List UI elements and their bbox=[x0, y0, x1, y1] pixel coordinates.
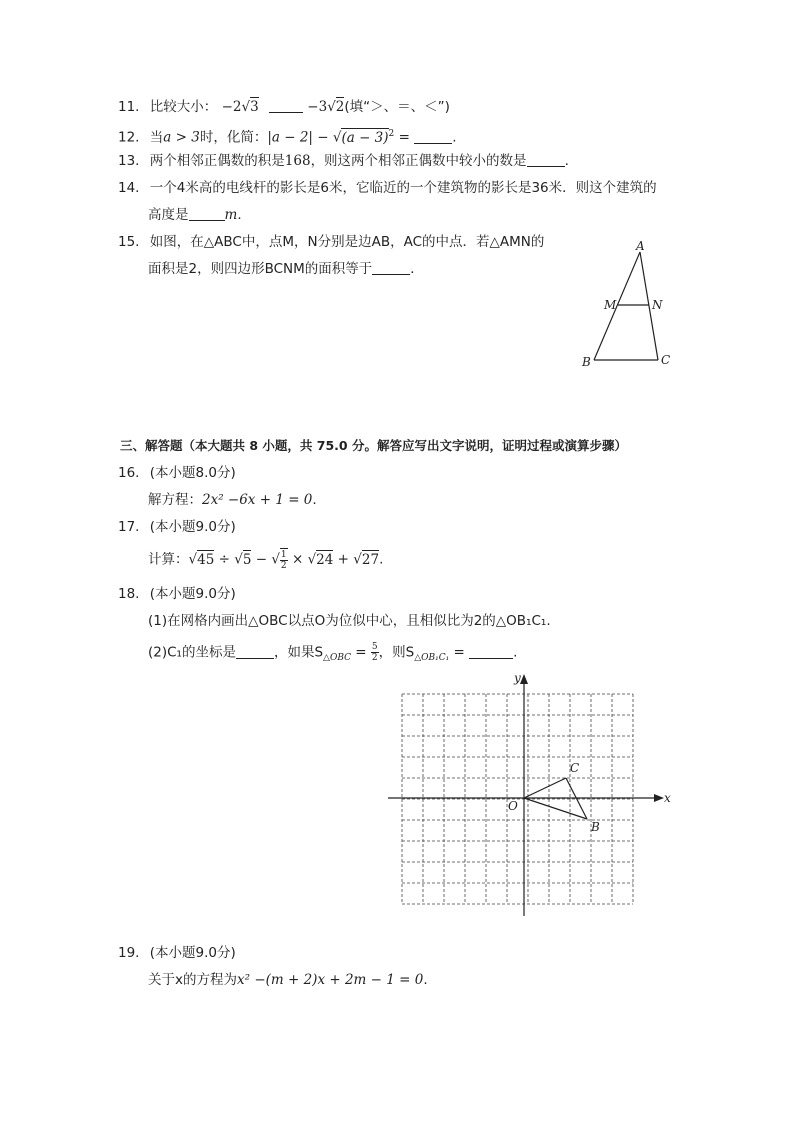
q12-end: . bbox=[452, 129, 457, 146]
q17-score: (本小题9.0分) bbox=[149, 519, 236, 535]
label-m: M bbox=[604, 298, 617, 312]
q18-sub1: △OBC bbox=[323, 653, 352, 664]
q18-part1: (1)在网格内画出△OBC以点O为位似中心，且相似比为2的△OB₁C₁. bbox=[148, 613, 551, 629]
q11: 11. 比较大小： −2√3 −3√2(填“＞、＝、＜”) bbox=[118, 99, 450, 115]
label-c: C bbox=[661, 353, 671, 367]
q15-blank bbox=[372, 260, 410, 275]
q15-end: ． bbox=[410, 261, 424, 277]
q16-number: 16. bbox=[118, 465, 140, 481]
q15-number: 15. bbox=[118, 234, 140, 250]
q15-triangle-figure bbox=[572, 238, 682, 373]
q11-lhs-coef: −2 bbox=[221, 99, 242, 115]
q13-end: . bbox=[564, 153, 569, 169]
q19-pre: 关于x的方程为 bbox=[148, 972, 237, 988]
q13-text1: 两个相邻正偶数的积是 bbox=[149, 153, 285, 169]
q19-score: (本小题9.0分) bbox=[149, 945, 236, 961]
x-axis-arrow-icon bbox=[654, 794, 664, 802]
q11-label: 比较大小： bbox=[149, 99, 218, 115]
q14-text2: 高度是 bbox=[148, 207, 189, 223]
label-b: B bbox=[582, 355, 591, 369]
q19-end: . bbox=[423, 972, 428, 988]
q17-pre: 计算： bbox=[148, 551, 189, 568]
q14-number: 14. bbox=[118, 180, 140, 196]
label-x: x bbox=[664, 791, 671, 805]
q19-header bbox=[118, 943, 236, 963]
q18-eq1: = bbox=[351, 644, 371, 661]
q16-body bbox=[148, 490, 317, 510]
q18-blank2 bbox=[469, 644, 513, 659]
q19-body bbox=[148, 970, 428, 990]
q18-part2 bbox=[148, 642, 517, 668]
q12-number: 12. bbox=[118, 129, 140, 146]
q17-fraction bbox=[280, 548, 288, 571]
y-axis-arrow-icon bbox=[520, 674, 528, 684]
q18-frac-den: 2 bbox=[371, 653, 378, 663]
q18-header bbox=[118, 584, 236, 604]
q18-sub2: △OB₁C₁ bbox=[414, 653, 450, 664]
q14-line1 bbox=[118, 178, 657, 198]
q11-tail: (填“＞、＝、＜”) bbox=[344, 99, 450, 115]
q18-fraction bbox=[371, 642, 379, 663]
q18-number: 18. bbox=[118, 586, 140, 602]
q14-blank bbox=[189, 206, 225, 221]
q11-number: 11. bbox=[118, 99, 140, 115]
label-n: N bbox=[652, 298, 663, 312]
q19-expr: x² −(m + 2)x + 2m − 1 = 0 bbox=[237, 972, 424, 988]
q14-line2 bbox=[148, 205, 242, 225]
q15-text2: 面积是2，则四边形BCNM的面积等于 bbox=[148, 261, 373, 277]
q18-grid-figure bbox=[384, 670, 674, 920]
q16-expr: 2x² −6x + 1 = 0 bbox=[202, 492, 313, 508]
q17-header bbox=[118, 517, 236, 537]
q12-eq: = bbox=[394, 129, 415, 146]
q18-score: (本小题9.0分) bbox=[149, 586, 236, 602]
q17-end: . bbox=[379, 551, 384, 568]
q19-number: 19. bbox=[118, 945, 140, 961]
q18-frac-num: 5 bbox=[371, 642, 378, 652]
q11-blank bbox=[269, 98, 303, 113]
q13-number: 13. bbox=[118, 153, 140, 169]
q17-number: 17. bbox=[118, 519, 140, 535]
q18-p2-then: ，则S bbox=[378, 644, 415, 661]
q11-rhs-rad: 2 bbox=[335, 99, 345, 115]
q17-op4: + bbox=[333, 551, 354, 568]
label-o: O bbox=[508, 799, 518, 813]
q12-square: 2 bbox=[388, 129, 395, 139]
segment-oc bbox=[524, 778, 566, 798]
q18-p2-mid: ，如果S bbox=[273, 644, 324, 661]
q17-body: 计算：√45 ÷ √5 − √ $\frac{1}{2}$ × √24 + √27. bbox=[148, 550, 384, 571]
label-b: B bbox=[591, 820, 600, 834]
q18-end: . bbox=[513, 644, 518, 661]
q16-header bbox=[118, 463, 236, 483]
q17-op2: − bbox=[251, 551, 272, 568]
q15-line2 bbox=[148, 259, 424, 279]
q17-r4: 27 bbox=[361, 551, 380, 568]
q17-op1: ÷ bbox=[214, 551, 235, 568]
q16-pre: 解方程： bbox=[148, 492, 202, 508]
q17-frac-den: 2 bbox=[280, 561, 287, 571]
q17-r3: 24 bbox=[316, 551, 334, 568]
q13-text2: ，则这两个相邻正偶数中较小的数是 bbox=[310, 153, 527, 169]
q15-text1: 如图，在△ABC中，点M，N分别是边AB，AC的中点．若△AMN的 bbox=[149, 234, 545, 250]
q13-blank bbox=[527, 152, 565, 167]
label-a: A bbox=[636, 239, 645, 253]
label-y: y bbox=[514, 671, 521, 685]
q18-eq2: = bbox=[449, 644, 470, 661]
q17-frac-num: 1 bbox=[280, 550, 287, 560]
q12-rad: (a − 3) bbox=[341, 129, 389, 146]
q12-blank bbox=[414, 129, 452, 144]
edge-ab bbox=[594, 252, 640, 360]
q12: 12. 当a > 3时，化简：$|a - 2| - √(a - 3)^2$ = . bbox=[118, 129, 457, 146]
q17-r1: 45 bbox=[197, 551, 215, 568]
q11-lhs-rad: 3 bbox=[250, 99, 259, 115]
q17-op3: × bbox=[287, 551, 308, 568]
q14-end: . bbox=[237, 207, 242, 223]
q17-r2: 5 bbox=[242, 551, 252, 568]
q18-blank1 bbox=[236, 644, 274, 659]
q16-score: (本小题8.0分) bbox=[149, 465, 236, 481]
q14-unit: m bbox=[224, 207, 238, 223]
q12-pre: 当 bbox=[149, 129, 164, 146]
q15-line1 bbox=[118, 232, 544, 252]
q14-text1: 一个4米高的电线杆的影长是6米，它临近的一个建筑物的影长是36米．则这个建筑的 bbox=[149, 180, 657, 196]
section3-heading: 三、解答题（本大题共 8 小题，共 75.0 分。解答应写出文字说明，证明过程或演算步骤） bbox=[120, 438, 627, 453]
q12-mid: 时，化简： bbox=[199, 129, 268, 146]
q11-rhs-coef: −3 bbox=[307, 99, 328, 115]
q13 bbox=[118, 151, 569, 171]
q12-expr1: |a − 2| − bbox=[267, 129, 333, 146]
q12-cond: a > 3 bbox=[163, 129, 200, 146]
q13-value: 168 bbox=[284, 153, 311, 169]
q16-end: . bbox=[312, 492, 317, 508]
label-c: C bbox=[570, 761, 580, 775]
q18-p2-pre: (2)C₁的坐标是 bbox=[148, 644, 236, 661]
